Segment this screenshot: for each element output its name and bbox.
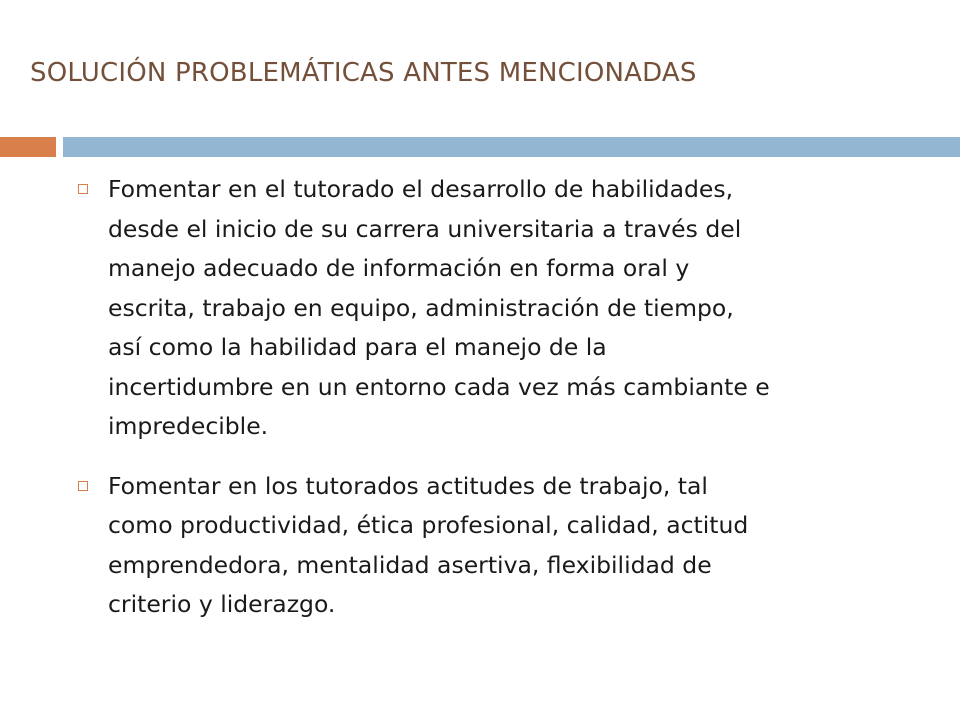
accent-bar-orange (0, 137, 56, 157)
bullet-text: Fomentar en los tutorados actitudes de trabajo, tal como productividad, ética profesional, calidad, actitud emprendedora, mentalidad asertiva, flexibilidad de criterio y liderazgo. (108, 471, 749, 618)
square-bullet-icon (78, 481, 88, 491)
bullet-item (78, 467, 938, 625)
square-bullet-icon (78, 184, 88, 194)
bullet-list (78, 170, 938, 645)
bullet-text: Fomentar en el tutorado el desarrollo de habilidades, desde el inicio de su carrera universitaria a través del manejo adecuado de información en forma oral y escrita, trabajo en equipo, administración de tiempo, así como la habilidad para el manejo de la incertidumbre en un entorno cada vez más cambiante e impredecible. (108, 175, 770, 440)
bullet-item (78, 170, 938, 447)
accent-bar-blue (63, 137, 960, 157)
slide-title: SOLUCIÓN PROBLEMÁTICAS ANTES MENCIONADAS (30, 58, 697, 88)
